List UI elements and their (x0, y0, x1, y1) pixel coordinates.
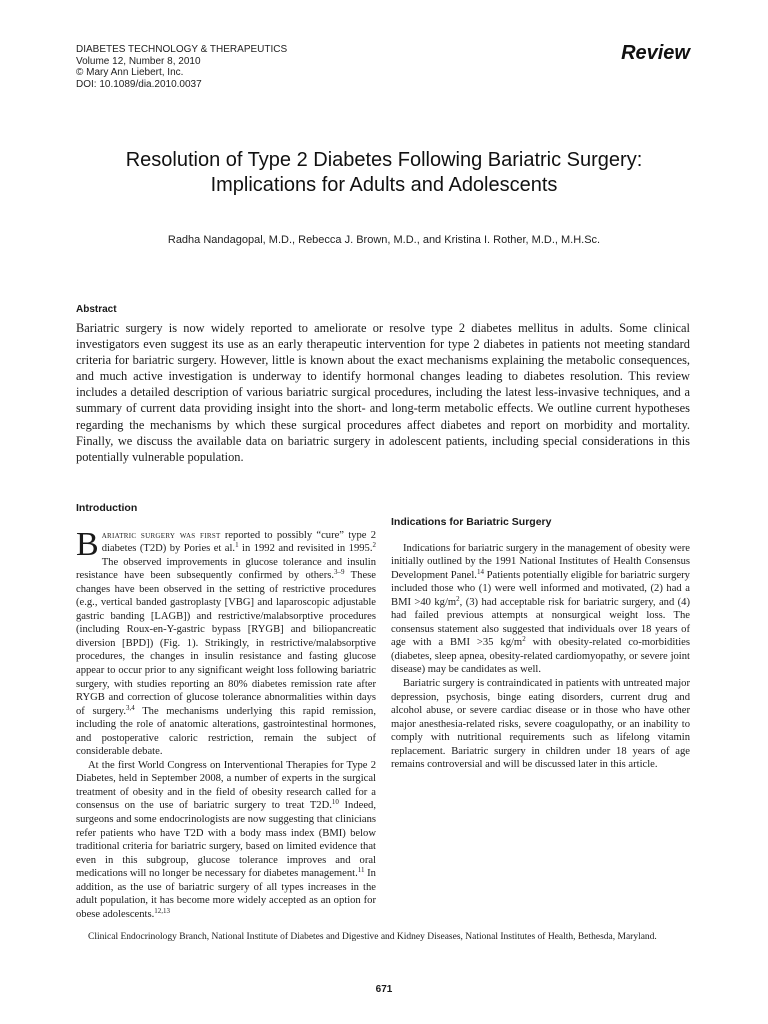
introduction-paragraph-2 (76, 759, 376, 922)
reference-mark: 14 (476, 567, 484, 576)
journal-name: DIABETES TECHNOLOGY & THERAPEUTICS (76, 44, 288, 55)
text-run: The observed improvements in glucose tolerance and insulin resistance have been subsequently confirmed by others. (76, 556, 376, 582)
journal-publisher: © Mary Ann Liebert, Inc. (76, 67, 184, 78)
text-run: , (3) had acceptable risk for bariatric surgery, and (4) had failed previous attempts at nonsurgical weight loss. The consensus statement also suggested that individuals over 18 years of age with a BMI >35 kg/m (391, 596, 691, 649)
introduction-heading: Introduction (76, 502, 138, 514)
article-title-line-2: Implications for Adults and Adolescents (210, 174, 558, 196)
journal-doi: DOI: 10.1089/dia.2010.0037 (76, 78, 202, 90)
article-type-label: Review (621, 42, 690, 64)
reference-mark: 3,4 (126, 703, 135, 712)
reference-mark: 2 (372, 541, 377, 550)
journal-info (76, 44, 287, 90)
text-run: In addition, as the use of bariatric surgery of all types increases in the adult population, it has become more widely accepted as an option for obese adolescents. (76, 868, 376, 920)
indications-paragraph-1 (391, 542, 690, 677)
introduction-paragraph-1 (76, 525, 377, 759)
text-run: At the first World Congress on Interventional Therapies for Type 2 Diabetes, held in September 2008, a number of experts in the surgical treatment of obesity and in the field of obesity research called for a consensus on the use of bariatric surgery to treat T2D. (76, 759, 376, 812)
abstract-text: Bariatric surgery is now widely reported to ameliorate or resolve type 2 diabetes mellitus in adults. Some clinical investigators even suggest its use as an early therapeutic intervention for type 2 diabetes in patients not meeting standard criteria for bariatric surgery. However, little is known about the exact mechanisms explaining the metabolic consequences, and much active investigation is underway to identify hormonal changes leading to diabetes resolution. This review includes a detailed description of various bariatric surgical procedures, including the latest less-invasive techniques, and a summary of current data providing insight into the short- and long-term metabolic effects. We outline current hypotheses regarding the mechanisms by which these surgical procedures affect diabetes and report on morbidity and mortality. Finally, we discuss the available data on bariatric surgery in adolescent patients, including special considerations in this potentially vulnerable population. (76, 321, 690, 464)
page-number: 671 (375, 984, 393, 995)
text-run: with obesity-related co-morbidities (diabetes, sleep apnea, obesity-related cardiomyopathy, or severe joint disease) may be candidates as well. (391, 637, 690, 676)
journal-volume: Volume 12, Number 8, 2010 (76, 55, 201, 67)
exponent: 2 (456, 594, 460, 603)
abstract-heading: Abstract (76, 304, 117, 315)
text-run: Indications for bariatric surgery in the management of obesity were initially outlined by the 1991 National Institutes of Health Consensus Development Panel. (391, 542, 690, 581)
article-title-line-1: Resolution of Type 2 Diabetes Following Bariatric Surgery: (125, 149, 643, 171)
text-run: The mechanisms underlying this rapid remission, including the role of anatomic alterations, gastrointestinal hormones, and postoperative caloric restriction, remain the subject of considerable debate. (76, 705, 376, 758)
indications-paragraph-2: Bariatric surgery is contraindicated in patients with untreated major depression, psychosis, binge eating disorders, current drug and alcohol abuse, or severe cardiac disease or in those who have other major anesthesia-related risks, severe coagulopathy, or an inability to comply with nutritional requirements such as lifelong vitamin replacement. Bariatric surgery in children under 18 years of age remains controversial and will be discussed later in this article. (391, 678, 690, 771)
text-run: Indeed, surgeons and some endocrinologists are now suggesting that clinicians refer patients who have T2D with a body mass index (BMI) below traditional criteria for bariatric surgery, based on limited evidence that even in this subgroup, glucose tolerance improves and oral medications will no longer be necessary for diabetes management. (76, 800, 376, 880)
indications-heading: Indications for Bariatric Surgery (391, 516, 552, 528)
reference-mark: 1 (235, 541, 239, 550)
exponent: 2 (522, 635, 526, 644)
reference-mark: 3–9 (334, 568, 345, 577)
text-run: These changes have been observed in the setting of restrictive procedures (e.g., vertical banded gastroplasty [VBG] and laparoscopic adjustable gastric banding [LAGB]) and restrictive/malabsorptive procedures (including Roux-en-Y-gastric bypass [RYGB] and biliopancreatic diversion [BPD]) (Fig. 1). Strikingly, in restrictive/malabsorptive procedures, the changes in insulin resistance and fasting glucose appear to occur prior to any significant weight loss following bariatric surgery, with studies reporting an 80% diabetes remission rate after RYGB and correction of glucose tolerance abnormalities within days of surgery. (76, 570, 376, 717)
author-list: Radha Nandagopal, M.D., Rebecca J. Brown, M.D., and Kristina I. Rother, M.D., M.H.Sc. (167, 234, 601, 246)
text-run: Patients potentially eligible for bariatric surgery included those who (1) were well informed and motivated, (2) had a BMI >40 kg/m (391, 569, 690, 608)
right-column (391, 500, 690, 772)
affiliation-footnote: Clinical Endocrinology Branch, National Institute of Diabetes and Digestive and Kidney Diseases, National Institutes of Health, Bethesda, Maryland. (88, 932, 657, 942)
article-title (60, 148, 708, 198)
drop-cap: B (76, 525, 99, 563)
text-run: reported to possibly “cure” type 2 diabetes (T2D) by Pories et al. (101, 529, 376, 555)
lead-in-smallcaps: ariatric surgery was first (101, 529, 221, 541)
reference-mark: 12,13 (154, 906, 170, 915)
left-column (76, 502, 376, 921)
text-run: in 1992 and revisited in 1995. (238, 543, 373, 555)
reference-mark: 10 (331, 798, 339, 807)
reference-mark: 11 (357, 866, 365, 875)
